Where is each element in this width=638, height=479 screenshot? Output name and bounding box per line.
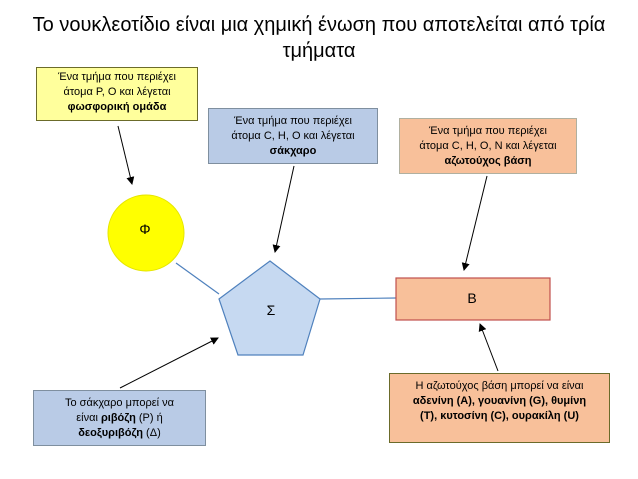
- sugar-desc-line2: άτομα C, H, O και λέγεται: [231, 130, 355, 142]
- sugar-types-line2: [38, 411, 201, 426]
- phosphate-sugar-connector: [176, 263, 219, 294]
- sugar-types-box: [33, 390, 206, 446]
- base-desc-term: [404, 154, 572, 169]
- phosphate-symbol: Φ: [139, 221, 151, 237]
- sugar-description-box: [208, 108, 378, 164]
- slide-title: Το νουκλεοτίδιο είναι μια χημική ένωση που αποτελείται από τρία τμήματα: [32, 14, 606, 62]
- arrow-to-base: [464, 176, 487, 270]
- phosphate-description-box: [36, 67, 198, 121]
- deoxyribose-term: δεοξυριβόζη: [78, 427, 143, 439]
- deoxyribose-abbrev: (Δ): [143, 427, 161, 439]
- sugar-types-line3: [38, 426, 201, 441]
- sugar-base-connector: [320, 298, 396, 299]
- ribose-term: ριβόζη: [100, 412, 136, 424]
- arrow-from-base-types: [480, 324, 498, 371]
- base-types-list-1: αδενίνη (Α), γουανίνη (G), θυμίνη: [412, 395, 587, 407]
- base-types-box: [389, 373, 610, 443]
- base-symbol: Β: [467, 290, 477, 306]
- base-term: αζωτούχος βάση: [444, 155, 532, 167]
- base-desc-line1: Ένα τμήμα που περιέχει: [429, 125, 547, 137]
- arrow-to-phosphate: [118, 126, 132, 184]
- base-desc-line2: άτομα C, H, O, N και λέγεται: [419, 140, 557, 152]
- sugar-types-line1: Το σάκχαρο μπορεί να: [64, 397, 174, 409]
- base-types-line2: [394, 394, 605, 409]
- phosphate-desc-line1: Ένα τμήμα που περιέχει: [58, 71, 176, 83]
- sugar-symbol: Σ: [266, 302, 276, 318]
- base-description-box: [399, 118, 577, 174]
- phosphate-desc-term: [41, 100, 193, 115]
- base-types-line1: Η αζωτούχος βάση μπορεί να είναι: [415, 380, 584, 392]
- phosphate-desc-line2: άτομα P, O και λέγεται: [63, 86, 171, 98]
- arrow-to-sugar: [275, 166, 294, 252]
- arrow-from-sugar-types: [120, 338, 218, 388]
- base-types-list-2: (Τ), κυτοσίνη (C), ουρακίλη (U): [420, 410, 579, 422]
- sugar-desc-term: [213, 144, 373, 159]
- sugar-desc-line1: Ένα τμήμα που περιέχει: [234, 115, 352, 127]
- sugar-term: σάκχαρο: [269, 145, 317, 157]
- phosphate-term: φωσφορική ομάδα: [67, 101, 167, 113]
- base-types-line3: [394, 409, 605, 424]
- sugar-types-pre: είναι: [76, 412, 101, 424]
- ribose-abbrev: (Ρ) ή: [135, 412, 163, 424]
